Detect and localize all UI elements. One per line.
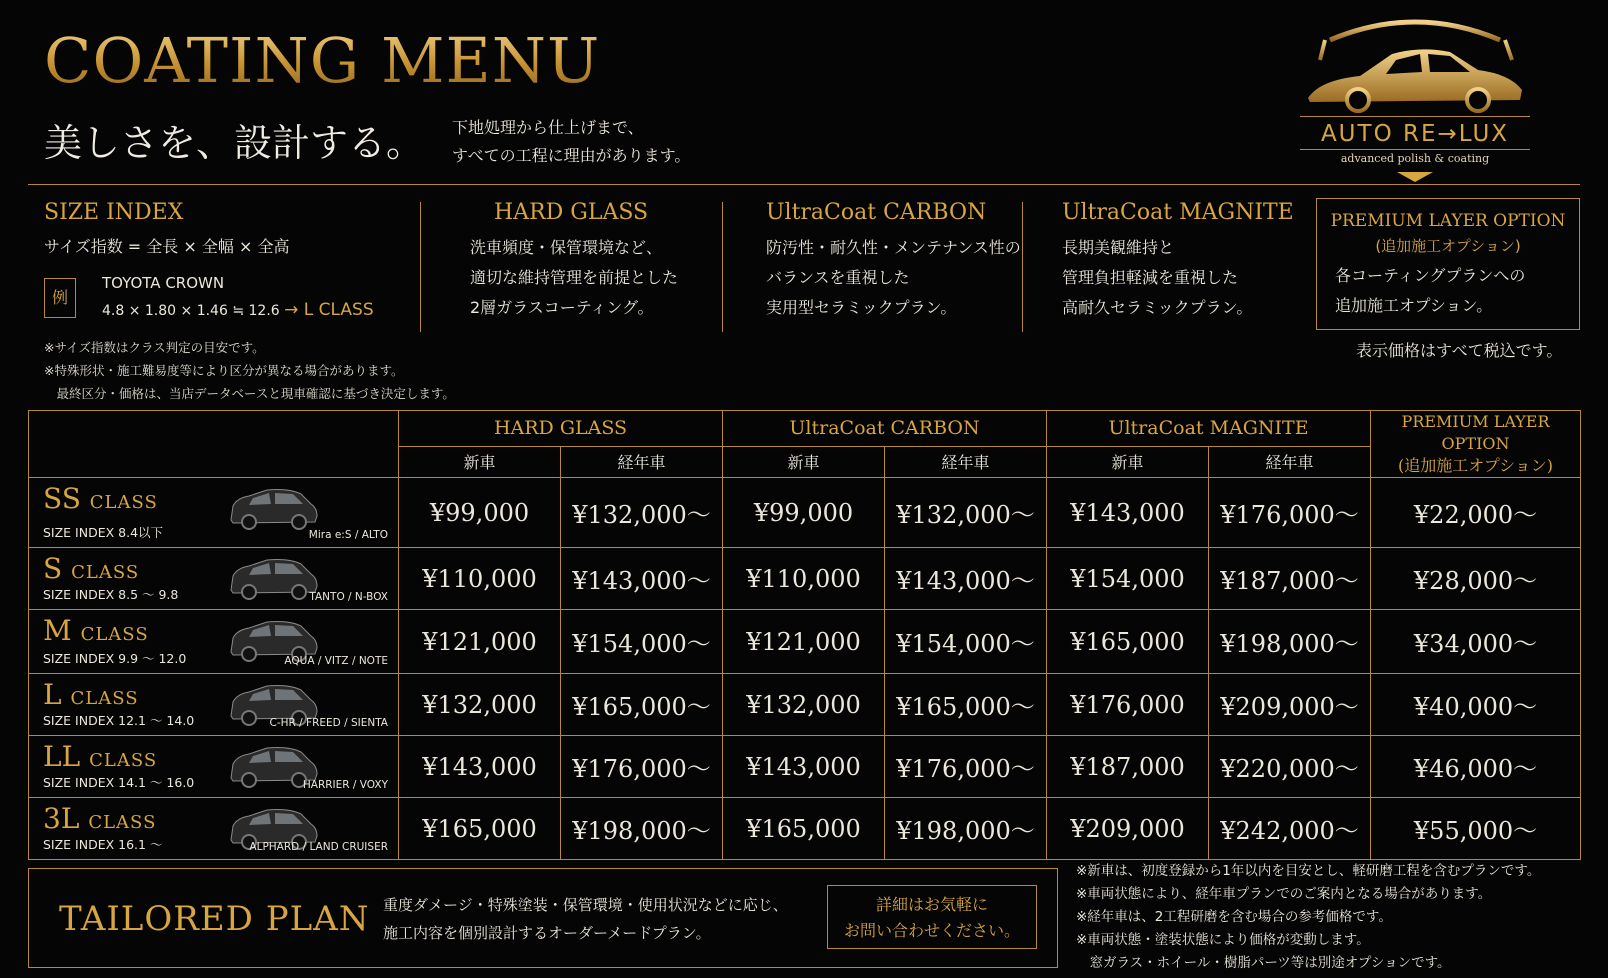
class-suffix: CLASS: [71, 562, 140, 583]
subheader-new: 新車: [723, 446, 885, 477]
class-cell: [29, 548, 399, 610]
class-models: HARRIER / VOXY: [302, 779, 388, 791]
class-size-index: SIZE INDEX 12.1 ～ 14.0: [43, 713, 195, 728]
plan-line: バランスを重視した: [766, 268, 910, 287]
premium-subheading: (追加施工オプション): [1375, 237, 1521, 255]
price-cell: ¥22,000～: [1371, 478, 1581, 548]
price-cell: ¥34,000～: [1371, 610, 1581, 674]
price-cell: ¥143,000: [399, 736, 561, 798]
tailored-line: 重度ダメージ・特殊塗装・保管環境・使用状況などに応じ、: [383, 896, 788, 914]
price-cell: ¥143,000～: [561, 548, 723, 610]
note-line: ※特殊形状・施工難易度等により区分が異なる場合があります。: [44, 363, 404, 378]
class-models: ALPHARD / LAND CRUISER: [249, 841, 388, 853]
price-cell: ¥143,000～: [885, 548, 1047, 610]
contact-button-line: お問い合わせください。: [843, 921, 1020, 940]
price-cell: ¥165,000: [1047, 610, 1209, 674]
price-cell: ¥132,000～: [885, 478, 1047, 548]
brand-name: AUTO RE→LUX: [1300, 116, 1530, 150]
tagline: [452, 114, 690, 170]
plan-heading: UltraCoat MAGNITE: [1062, 200, 1294, 225]
premium-column-title: PREMIUM LAYER OPTION: [1401, 412, 1550, 453]
divider: [28, 184, 1580, 185]
corner-cell: [29, 411, 399, 478]
plan-ultracoat-magnite: [1062, 200, 1294, 323]
price-cell: ¥198,000～: [885, 798, 1047, 860]
class-code: M: [43, 614, 72, 647]
class-models: TANTO / N-BOX: [309, 591, 388, 603]
class-size-index: SIZE INDEX 8.5 ～ 9.8: [43, 587, 179, 602]
price-cell: ¥132,000～: [561, 478, 723, 548]
price-cell: ¥143,000: [1047, 478, 1209, 548]
class-name: [43, 802, 156, 835]
size-index-formula: サイズ指数 = 全長 × 全幅 × 全高: [44, 237, 290, 256]
table-row: [29, 610, 1581, 674]
price-cell: ¥176,000: [1047, 674, 1209, 736]
price-cell: ¥165,000～: [561, 674, 723, 736]
example-car: TOYOTA CROWN: [102, 274, 225, 292]
class-suffix: CLASS: [70, 688, 139, 709]
subheader-new: 新車: [1047, 446, 1209, 477]
class-models: C-HR / FREED / SIENTA: [269, 717, 388, 729]
contact-button-line: 詳細はお気軽に: [875, 895, 988, 914]
class-models: Mira e:S / ALTO: [308, 529, 388, 541]
class-code: L: [43, 678, 62, 711]
chevron-down-icon: [1395, 170, 1435, 184]
class-suffix: CLASS: [89, 492, 158, 513]
size-index-notes: [44, 336, 455, 405]
car-icon: [227, 486, 319, 530]
class-code: S: [43, 552, 63, 585]
premium-option-box: [1316, 198, 1580, 330]
price-cell: ¥198,000～: [561, 798, 723, 860]
price-cell: ¥187,000: [1047, 736, 1209, 798]
class-name: [43, 482, 158, 515]
premium-line: 各コーティングプランへの: [1335, 266, 1526, 285]
class-name: [43, 552, 139, 585]
plan-line: 防汚性・耐久性・メンテナンス性の: [766, 238, 1021, 257]
divider: [722, 202, 723, 332]
price-cell: ¥154,000～: [561, 610, 723, 674]
table-row: [29, 798, 1581, 860]
class-size-index: SIZE INDEX 8.4以下: [43, 525, 164, 540]
example-calculation: [102, 300, 374, 320]
price-cell: ¥209,000: [1047, 798, 1209, 860]
premium-column-subtitle: (追加施工オプション): [1398, 456, 1554, 475]
page-title: COATING MENU: [44, 24, 601, 97]
premium-line: 追加施工オプション。: [1335, 296, 1493, 315]
brand-tagline: advanced polish & coating: [1340, 152, 1490, 165]
class-size-index: SIZE INDEX 9.9 ～ 12.0: [43, 651, 187, 666]
class-size-index: SIZE INDEX 14.1 ～ 16.0: [43, 775, 195, 790]
table-row: [29, 674, 1581, 736]
plan-line: 実用型セラミックプラン。: [766, 298, 957, 317]
tagline-line: すべての工程に理由があります。: [452, 146, 691, 165]
subheader-used: 経年車: [885, 446, 1047, 477]
class-code: LL: [43, 740, 81, 773]
class-code: SS: [43, 482, 81, 515]
class-name: [43, 678, 139, 711]
example-result: → L CLASS: [284, 300, 374, 320]
divider: [420, 202, 421, 332]
price-table: [28, 410, 1581, 860]
class-code: 3L: [43, 802, 80, 835]
price-cell: ¥242,000～: [1209, 798, 1371, 860]
table-row: [29, 478, 1581, 548]
class-cell: [29, 736, 399, 798]
price-cell: ¥154,000～: [885, 610, 1047, 674]
column-header-premium: [1371, 411, 1581, 478]
subheader-used: 経年車: [561, 446, 723, 477]
tailored-plan-box: [28, 868, 1058, 968]
tax-note: 表示価格はすべて税込です。: [1356, 341, 1563, 360]
price-cell: ¥220,000～: [1209, 736, 1371, 798]
tailored-plan-title: TAILORED PLAN: [59, 899, 370, 939]
class-suffix: CLASS: [88, 812, 157, 833]
price-cell: ¥110,000: [399, 548, 561, 610]
plan-hard-glass: [470, 200, 678, 323]
price-cell: ¥132,000: [399, 674, 561, 736]
class-cell: [29, 798, 399, 860]
class-cell: [29, 610, 399, 674]
note-line: 最終区分・価格は、当店データベースと現車確認に基づき決定します。: [44, 386, 455, 401]
class-name: [43, 740, 157, 773]
price-cell: ¥176,000～: [561, 736, 723, 798]
column-header-carbon: UltraCoat CARBON: [723, 411, 1047, 447]
table-row: [29, 548, 1581, 610]
price-cell: ¥132,000: [723, 674, 885, 736]
class-cell: [29, 674, 399, 736]
car-logo-icon: [1300, 10, 1530, 114]
brand-logo: [1300, 10, 1560, 185]
price-cell: ¥165,000: [723, 798, 885, 860]
price-cell: ¥55,000～: [1371, 798, 1581, 860]
class-suffix: CLASS: [80, 624, 149, 645]
subheader-new: 新車: [399, 446, 561, 477]
tailored-plan-description: [383, 891, 788, 947]
price-cell: ¥165,000: [399, 798, 561, 860]
premium-heading: PREMIUM LAYER OPTION: [1330, 211, 1566, 231]
plan-heading: UltraCoat CARBON: [766, 200, 987, 225]
plan-ultracoat-carbon: [766, 200, 1021, 323]
footnote: ※新車は、初度登録から1年以内を目安とし、軽研磨工程を含むプランです。: [1076, 863, 1541, 879]
contact-button[interactable]: [827, 885, 1037, 949]
footnote: ※車両状態により、経年車プランでのご案内となる場合があります。: [1076, 886, 1492, 902]
class-name: [43, 614, 149, 647]
plan-line: 2層ガラスコーティング。: [470, 298, 654, 317]
tailored-line: 施工内容を個別設計するオーダーメードプラン。: [383, 924, 711, 942]
class-models: AQUA / VITZ / NOTE: [284, 655, 388, 667]
footnote: ※経年車は、2工程研磨を含む場合の参考価格です。: [1076, 909, 1392, 925]
plan-description: [766, 233, 1021, 323]
subheader-used: 経年車: [1209, 446, 1371, 477]
price-cell: ¥121,000: [723, 610, 885, 674]
price-cell: ¥99,000: [399, 478, 561, 548]
plan-description: [470, 233, 678, 323]
note-line: ※サイズ指数はクラス判定の目安です。: [44, 340, 265, 355]
plan-line: 適切な維持管理を前提とした: [470, 268, 679, 287]
plan-heading: HARD GLASS: [494, 200, 649, 225]
column-header-magnite: UltraCoat MAGNITE: [1047, 411, 1371, 447]
price-cell: ¥40,000～: [1371, 674, 1581, 736]
price-cell: ¥46,000～: [1371, 736, 1581, 798]
footnote: 窓ガラス・ホイール・樹脂パーツ等は別途オプションです。: [1076, 955, 1451, 971]
price-cell: ¥176,000～: [885, 736, 1047, 798]
car-icon: [227, 556, 319, 600]
plan-description: [1062, 233, 1294, 323]
plan-line: 高耐久セラミックプラン。: [1062, 298, 1253, 317]
price-cell: ¥154,000: [1047, 548, 1209, 610]
premium-description: [1335, 261, 1525, 321]
price-cell: ¥187,000～: [1209, 548, 1371, 610]
column-header-hard-glass: HARD GLASS: [399, 411, 723, 447]
page-subtitle: 美しさを、設計する。: [44, 121, 425, 165]
divider: [1022, 202, 1023, 332]
price-cell: ¥209,000～: [1209, 674, 1371, 736]
price-cell: ¥143,000: [723, 736, 885, 798]
plan-line: 管理負担軽減を重視した: [1062, 268, 1239, 287]
price-cell: ¥198,000～: [1209, 610, 1371, 674]
example-badge: 例: [44, 278, 76, 318]
price-cell: ¥121,000: [399, 610, 561, 674]
example-formula: 4.8 × 1.80 × 1.46 ≒ 12.6: [102, 303, 280, 319]
price-cell: ¥28,000～: [1371, 548, 1581, 610]
class-suffix: CLASS: [89, 750, 158, 771]
class-size-index: SIZE INDEX 16.1 ～: [43, 837, 163, 852]
price-cell: ¥110,000: [723, 548, 885, 610]
footnote: ※車両状態・塗装状態により価格が変動します。: [1076, 932, 1370, 948]
footnotes: [1076, 860, 1540, 975]
table-header-row: [29, 411, 1581, 447]
plan-line: 長期美観維持と: [1062, 238, 1175, 257]
price-cell: ¥176,000～: [1209, 478, 1371, 548]
price-cell: ¥99,000: [723, 478, 885, 548]
class-cell: [29, 478, 399, 548]
plan-line: 洗車頻度・保管環境など、: [470, 238, 663, 257]
tagline-line: 下地処理から仕上げまで、: [452, 118, 644, 137]
table-row: [29, 736, 1581, 798]
price-cell: ¥165,000～: [885, 674, 1047, 736]
size-index-heading: SIZE INDEX: [44, 200, 184, 225]
